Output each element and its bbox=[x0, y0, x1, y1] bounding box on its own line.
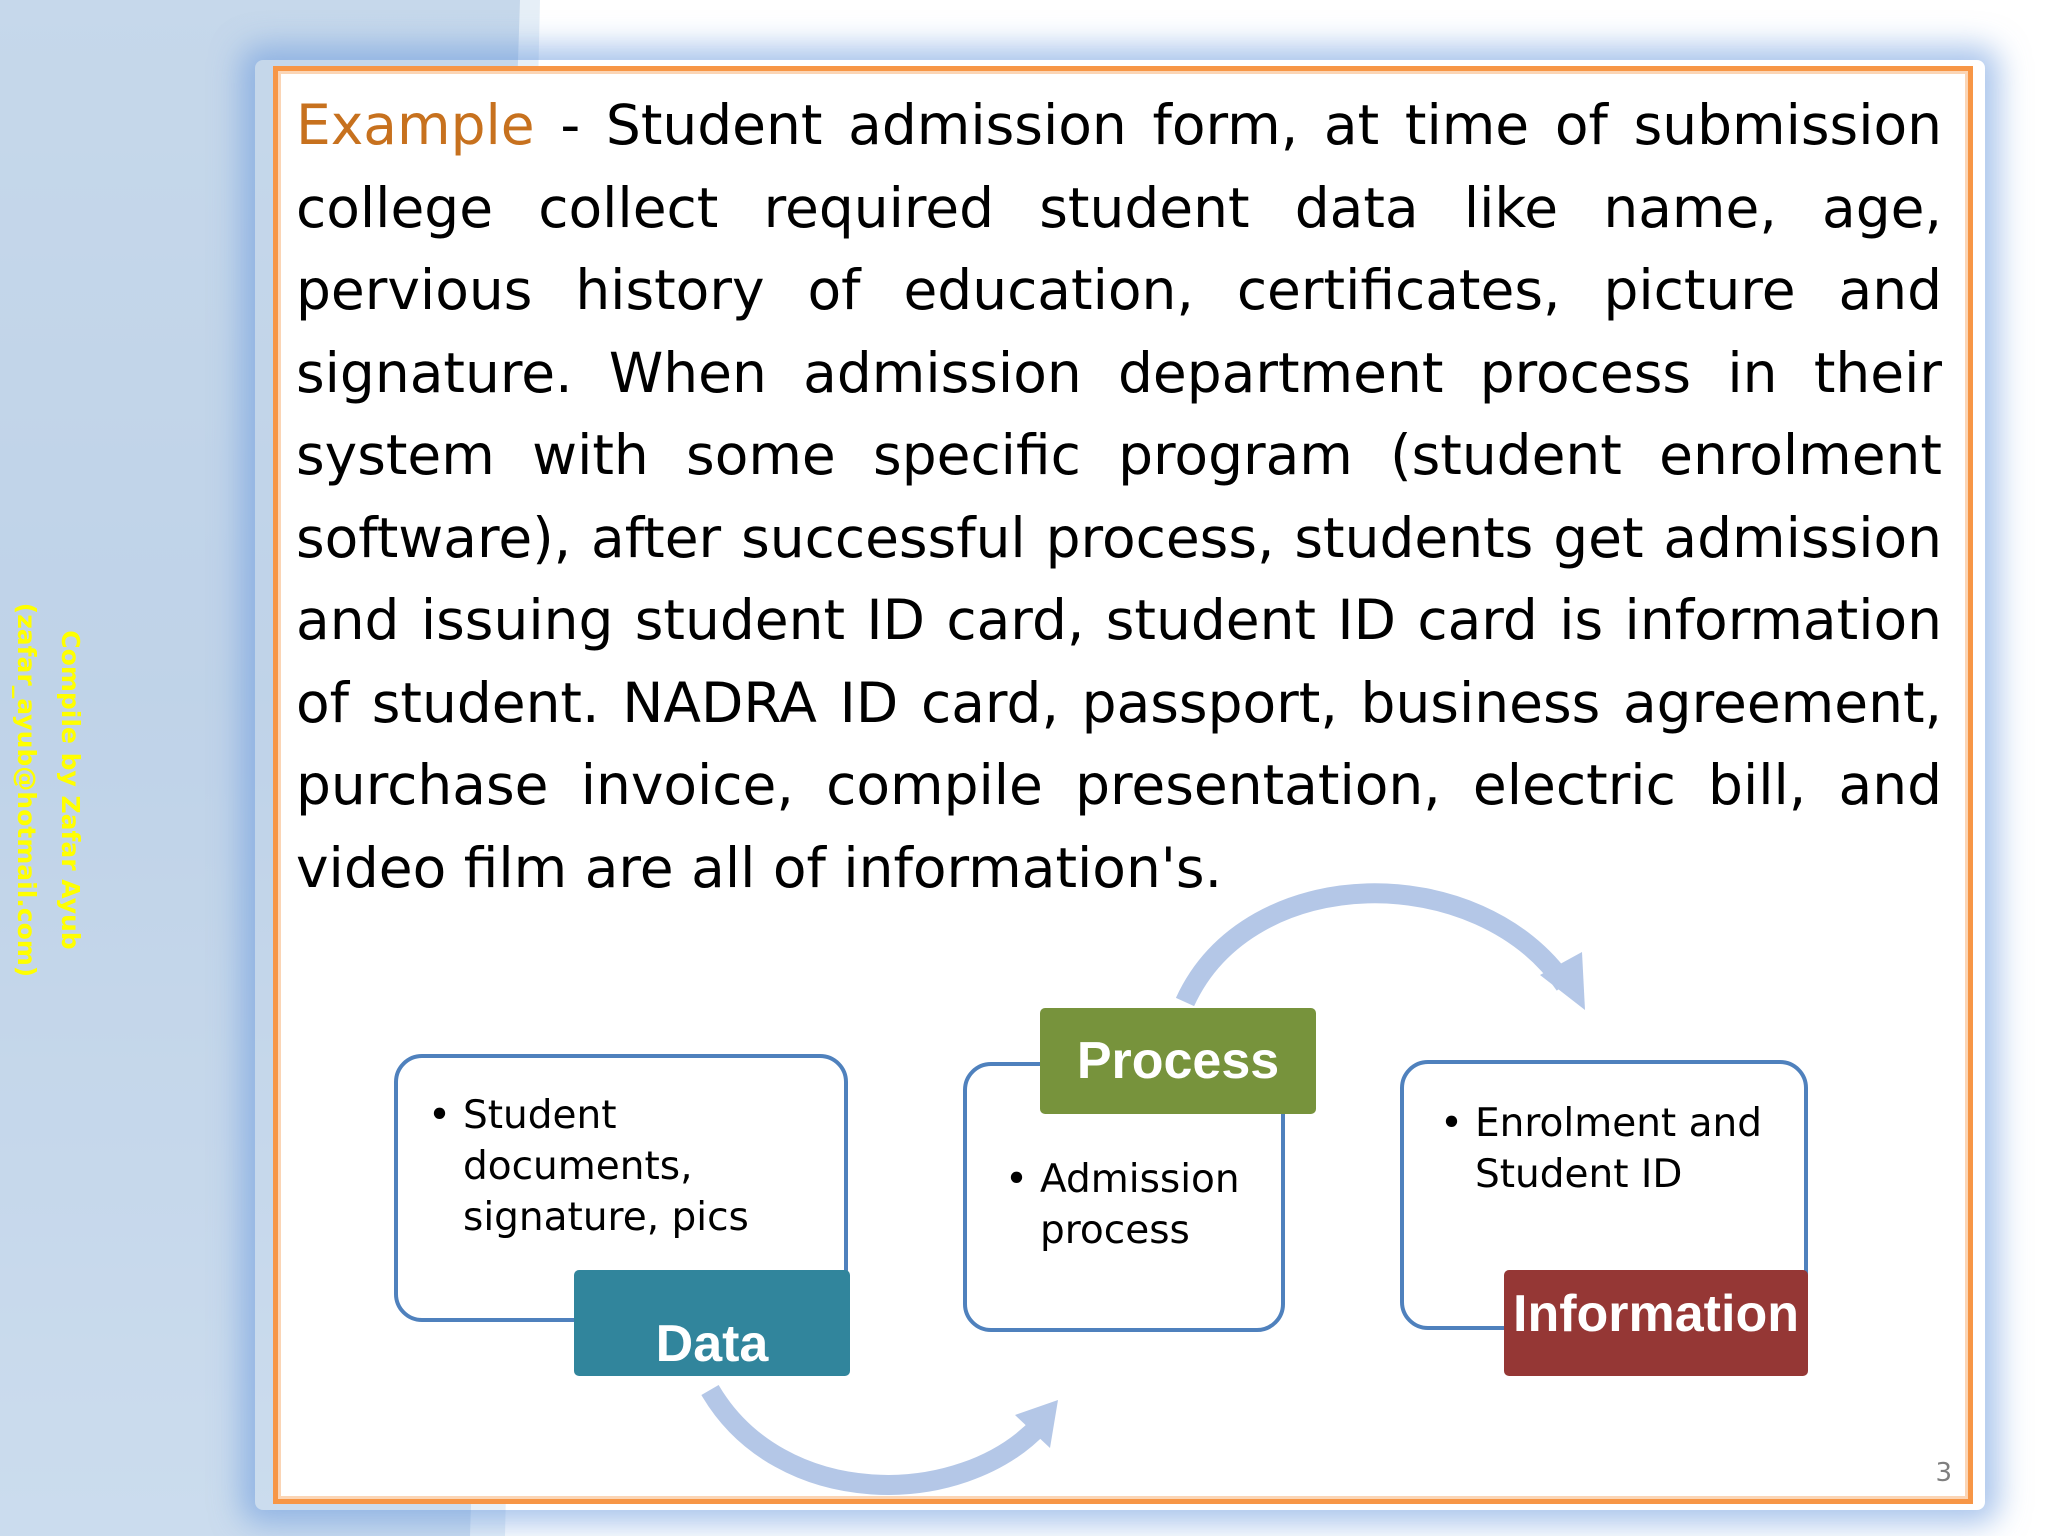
label-separator: - bbox=[534, 93, 606, 157]
process-title bbox=[1040, 1008, 1316, 1114]
information-bullet: • Enrolment and Student ID bbox=[1440, 1098, 1790, 1200]
data-title bbox=[574, 1270, 850, 1376]
example-label: Example bbox=[296, 93, 535, 157]
page-number: 3 bbox=[1935, 1458, 1952, 1488]
process-bullet: • Admission process bbox=[1005, 1154, 1275, 1256]
data-bullet: • Student documents, signature, pics bbox=[428, 1090, 828, 1243]
information-title-text: Information bbox=[1513, 1285, 1799, 1343]
author-credit-email: (zafar_ayub@hotmail.com) bbox=[12, 602, 41, 978]
process-title-text: Process bbox=[1076, 1032, 1280, 1090]
arrow-process-to-information bbox=[1185, 893, 1565, 1002]
information-title bbox=[1504, 1270, 1808, 1376]
example-description: Student admission form, at time of submission college collect required student data like name, age, pervious history of education, certificates, picture and signature. When admission department process in their system with some specific program (student enrolment software), after successful process, students get admission and issuing student ID card, student ID card is information of student. NADRA ID card, passport, business agreement, purchase invoice, compile presentation, electric bill, and video film are all of information's. bbox=[296, 93, 1942, 900]
author-credit-name: Compile by Zafar Ayub bbox=[56, 630, 85, 950]
data-title-text: Data bbox=[655, 1315, 769, 1373]
arrow-data-to-process bbox=[710, 1390, 1040, 1485]
